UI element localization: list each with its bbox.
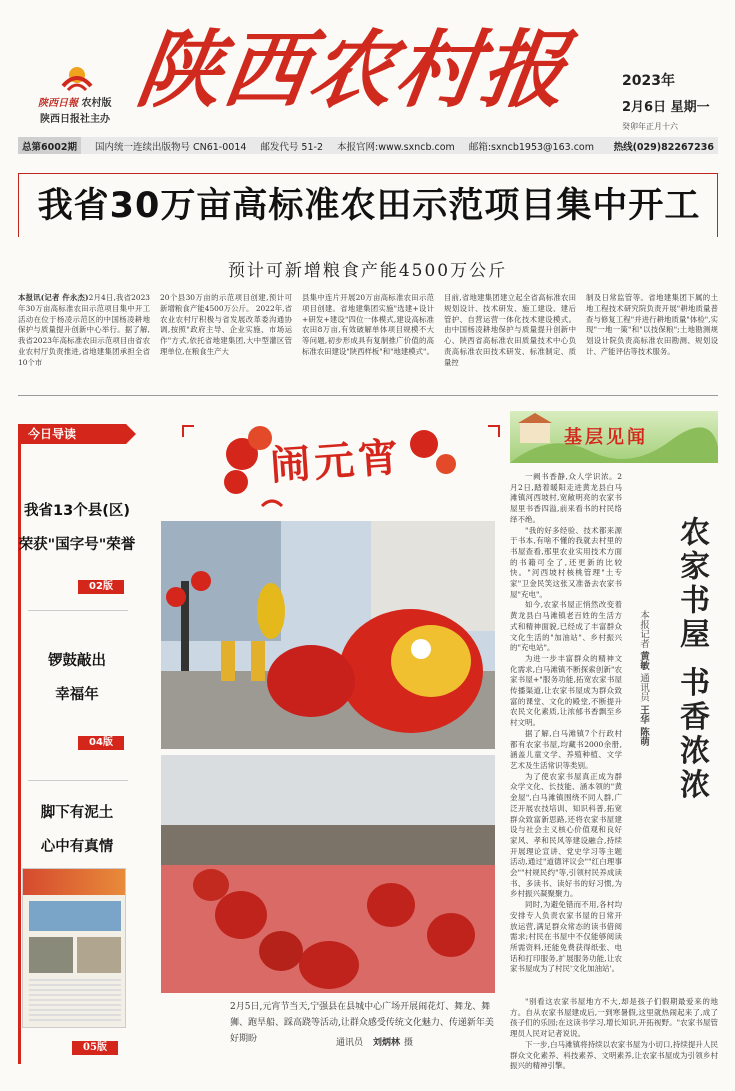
byline-role: 通讯员 <box>638 673 649 702</box>
sponsor: 陕西日报社主办 <box>40 114 110 125</box>
byline-name: 黄敏 <box>638 651 649 671</box>
teaser-line: 心中有真情 <box>40 839 114 855</box>
feature-article-continued <box>510 997 718 1072</box>
newspaper-emblem-icon <box>60 62 94 92</box>
feature-paragraph: "别看这农家书屋地方不大,却是孩子们假期最爱来的地方。自从农家书屋建成后,一到寒暑假,这里就热闹起来了,成了孩子们的乐园;在这读书学习,增长知识,开拓视野。"农家书屋管理员人民对记者说说。 <box>510 997 718 1039</box>
teaser-line: 幸福年 <box>55 687 99 703</box>
teaser-line: 锣鼓敲出 <box>48 653 106 669</box>
lead-column-text: 2月4日,我省2023年30万亩高标准农田示范项目集中开工活动在位于杨凌示范区的中国杨凌耕地保护与质量提升创新中心举行。据了解,我省2023年高标准农田示范项目由省农业农村厅负责推进,省地建集团承担全省10个市 <box>18 293 150 367</box>
teaser-line: 脚下有泥土 <box>40 805 114 821</box>
photo-credit <box>336 1035 413 1048</box>
hotline: 热线(029)82267236 <box>613 141 714 153</box>
byline-role: 本报记者 <box>638 610 649 648</box>
lantern-festival-art-title: 闹元宵 <box>268 434 404 490</box>
teaser-item[interactable] <box>18 796 136 866</box>
today-guide-tab: 今日导读 <box>18 424 126 444</box>
lead-subhead: 预计可新增粮食产能4500万公斤 <box>227 261 508 281</box>
info-strip <box>18 137 718 154</box>
lion-dance-photo[interactable] <box>161 521 495 749</box>
thumbnail-photo <box>77 937 121 973</box>
thumbnail-text <box>29 979 121 1023</box>
teaser-line: 我省13个县(区) <box>24 503 130 519</box>
thumbnail-header <box>23 869 125 895</box>
feature-paragraph: 同时,为避免错而不用,各村均安排专人负责农家书屋的日常开放运营,满足群众常态的读书借阅需求;村民在书屋中不仅能够阅读所需资料,还能免费获得纸张、电话和打印服务,扩展服务功能,让农家书屋成为了村民'文化加油站'。 <box>510 900 622 974</box>
feature-paragraph: 为了使农家书屋真正成为群众学文化、长技能、涵本领的"黄金屋",白马滩镇围绕不同人群,广泛开展农技培训、知识科普,拓宽群众致富新思路,还将农家书屋建设与社会主义核心价值观和良好家风、孝和民风等建设融合,持续开展理论宣讲、党史学习等主题活动,通过"道德评议会""红白理事会""村规民约"等,引领村民养成读书、多读书、读好书的好习惯,为乡村振兴凝聚聚力。 <box>510 771 622 899</box>
lead-column: 20个县30万亩的示范项目创建,预计可新增粮食产能4500万公斤。 2022年,省农业农村厅积极与省发展改革委沟通协调,按照"政府主导、企业实施、市场运作"方式,依托省地建集团,大中型灌区管理单位,在粮食生产大 <box>160 293 292 356</box>
feature-byline <box>637 610 649 810</box>
lunar-date: 癸卯年正月十六 <box>622 122 678 131</box>
yangge-dance-photo[interactable] <box>161 755 495 993</box>
feature-banner <box>510 411 718 463</box>
byline-name: 王华 陈萌 <box>638 704 649 746</box>
postal-code: 邮发代号 51-2 <box>260 141 323 153</box>
headline-frame <box>18 173 718 237</box>
page-tag[interactable]: 02版 <box>78 580 124 594</box>
feature-headline[interactable]: 农家书屋 书香浓浓 <box>674 516 709 803</box>
photo-frame-corner <box>488 425 500 437</box>
feature-paragraph: 为进一步丰富群众的精神文化需求,白马滩镇不断探索创新"农家书屋+"服务功能,拓宽农家书屋传播渠道,让农家书屋成为群众致富的课堂、文化的殿堂,不断提升农民文化素质,让浓郁书香飘至乡村文明。 <box>510 653 622 728</box>
photo-caption: 2月5日,元宵节当天,宁强县在县城中心广场开展闹花灯、舞龙、舞狮、跑旱船、踩高跷等活动,让群众感受传统文化魅力、传递新年美好期盼 <box>230 1002 494 1044</box>
credit-name: 刘炳林 <box>373 1038 401 1048</box>
feature-paragraph: "我的好多经验、技术都来源于书本,有啥不懂的我就去村里的书屋查看,那里农业实用技术方面的书籍可全了,还更新的比较快。"河西坡村核桃管理"土专家"卫金民笑这张又准备去农家书屋"充电"。 <box>510 525 622 599</box>
page-tag[interactable]: 05版 <box>72 1041 118 1055</box>
feature-banner-label: 基层见闻 <box>564 427 648 448</box>
thumbnail-photo <box>29 937 73 973</box>
feature-paragraph: 下一步,白马滩镇将持续以农家书屋为小切口,持续提升人民群众文化素养、科技素养、文明素养,让农家书屋成为引领乡村振兴的精神引擎。 <box>510 1039 718 1071</box>
email-link[interactable]: 邮箱:sxncb1953@163.com <box>468 141 594 153</box>
rail-divider <box>28 780 128 781</box>
edition-label <box>38 94 111 109</box>
teaser-item[interactable] <box>18 494 136 600</box>
lead-article <box>18 293 718 383</box>
lead-column: 制及日常监管等。省地建集团下属的土地工程技术研究院负责开展"耕地质量普查与修复工程"并进行耕地质量"体检",实现"一地一策"和"以技保粮";土地勘测规划设计院负责高标准农田勘测、规划设计、产能评估等技术服务。 <box>586 293 718 356</box>
feature-paragraph: 如今,农家书屋正悄然改变着黄龙县白马滩镇老百姓的生活方式和精神面貌,已经成了丰富群众文化生活的"加油站"、乡村振兴的"充电站"。 <box>510 600 622 653</box>
teaser-line: 荣获"国字号"荣誉 <box>18 537 136 553</box>
feature-paragraph: 一阙书香静,众人学识浓。2月2日,踏着暖阳走进黄龙县白马滩镇河西坡村,宽敞明亮的农家书屋里书香四溢,前来看书的村民络绎不绝。 <box>510 472 622 524</box>
issue-date: 2月6日 星期一 <box>622 100 710 115</box>
date-box <box>622 70 710 132</box>
lead-byline: 本报讯(记者 仵永杰) <box>18 293 89 302</box>
rail-divider <box>28 610 128 611</box>
credit-suffix: 摄 <box>404 1038 414 1048</box>
lead-column: 目前,省地建集团建立起全省高标准农田规划设计、技术研发、施工建设、建后管护、自营运营一体化技术建设模式。由中国杨凌耕地保护与质量提升创新中心、陕西省高标准农田质量技术中心负责高标准农田技术研发、标准制定、质量控 <box>444 293 576 367</box>
feature-article <box>510 472 622 975</box>
lead-headline[interactable]: 我省30万亩高标准农田示范项目集中开工 <box>37 186 701 226</box>
edition-version: 农村版 <box>81 98 112 109</box>
lead-column: 县集中连片开展20万亩高标准农田示范项目创建。省地建集团实施"选建+设计+研发+建设"四位一体模式,建设高标准农田8万亩,有效破解单体项目规模不大等问题,初步形成具有复制推广价值的高标准农田建设"陕西样板"和"地建模式"。 <box>302 293 434 356</box>
serial-number: 国内统一连续出版物号 CN61-0014 <box>94 141 247 153</box>
credit-role: 通讯员 <box>336 1038 364 1048</box>
issue-year: 2023年 <box>622 73 675 89</box>
paper-name: 陕西农村报 <box>131 21 575 119</box>
page-thumbnail[interactable] <box>22 868 126 1028</box>
website-link[interactable]: 本报官网:www.sxncb.com <box>337 141 455 153</box>
photo-frame-corner <box>182 425 194 437</box>
teaser-item[interactable] <box>18 644 136 750</box>
issue-total: 总第6002期 <box>18 137 81 154</box>
section-divider <box>18 395 718 396</box>
page-tag[interactable]: 04版 <box>78 736 124 750</box>
masthead <box>0 0 735 138</box>
feature-paragraph: 据了解,白马滩镇7个行政村都有农家书屋,均藏书2000余册,涵盖儿童文学、养殖种植、文学艺术及生活常识等类别。 <box>510 728 622 770</box>
lead-column <box>18 293 150 383</box>
thumbnail-photo <box>29 901 121 931</box>
edition-brand: 陕西日報 <box>38 98 78 109</box>
